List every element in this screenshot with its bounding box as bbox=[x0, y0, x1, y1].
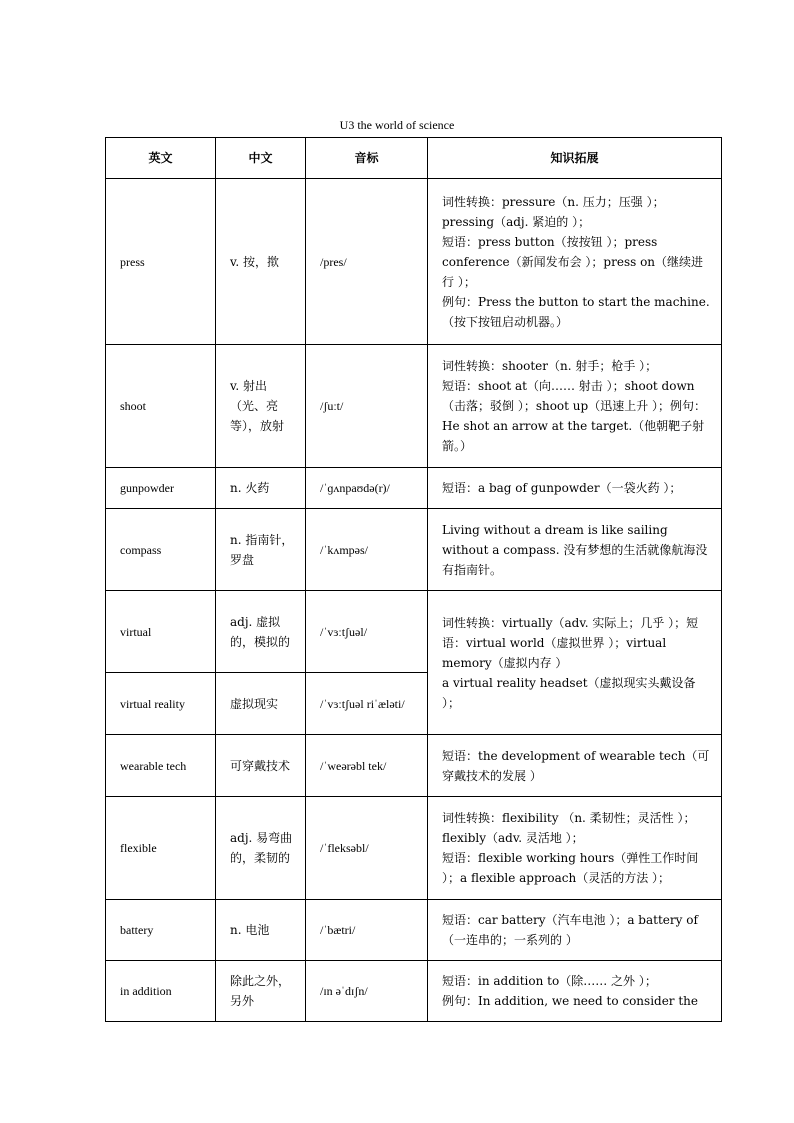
chinese-meaning: adj. 易弯曲的，柔韧的 bbox=[216, 797, 306, 900]
note-line: 短语：a bag of gunpowder（一袋火药 ）； bbox=[442, 481, 682, 495]
note-line: 短语：press button（按按钮 ）；press conference（新闻发布会 ）；press on（继续进行 ）； bbox=[442, 234, 704, 289]
note-line: 例句：Press the button to start the machine.（按下按钮启动机器。） bbox=[442, 294, 710, 329]
knowledge-notes bbox=[428, 900, 722, 961]
english-word: wearable tech bbox=[106, 735, 216, 797]
note-line: 词性转换：shooter（n. 射手；枪手 ）； bbox=[442, 359, 658, 373]
chinese-meaning: v. 按，揿 bbox=[216, 179, 306, 345]
chinese-meaning: v. 射出（光、亮等），放射 bbox=[216, 345, 306, 468]
table-row bbox=[106, 900, 722, 961]
note-line: 词性转换：pressure（n. 压力；压强 ）； bbox=[442, 194, 665, 209]
chinese-meaning: n. 火药 bbox=[216, 468, 306, 509]
chinese-meaning: n. 指南针，罗盘 bbox=[216, 509, 306, 591]
note-line: 短语：flexible working hours（弹性工作时间 ）；a flexible approach（灵活的方法 ）； bbox=[442, 851, 699, 885]
english-word: virtual reality bbox=[106, 673, 216, 735]
chinese-meaning: 除此之外，另外 bbox=[216, 961, 306, 1022]
header-chinese: 中文 bbox=[216, 138, 306, 179]
knowledge-notes bbox=[428, 961, 722, 1022]
knowledge-notes bbox=[428, 345, 722, 468]
note-line: 短语：the development of wearable tech（可穿戴技术的发展 ） bbox=[442, 748, 710, 783]
header-phonetic: 音标 bbox=[306, 138, 428, 179]
phonetic: /ˈkʌmpəs/ bbox=[306, 509, 428, 591]
english-word: compass bbox=[106, 509, 216, 591]
english-word: press bbox=[106, 179, 216, 345]
table-row bbox=[106, 961, 722, 1022]
english-word: virtual bbox=[106, 591, 216, 673]
table-row bbox=[106, 591, 722, 673]
english-word: shoot bbox=[106, 345, 216, 468]
table-header-row bbox=[106, 138, 722, 179]
english-word: gunpowder bbox=[106, 468, 216, 509]
chinese-meaning: adj. 虚拟的，模拟的 bbox=[216, 591, 306, 673]
english-word: battery bbox=[106, 900, 216, 961]
english-word: flexible bbox=[106, 797, 216, 900]
phonetic: /ʃuːt/ bbox=[306, 345, 428, 468]
table-row bbox=[106, 797, 722, 900]
page-title: U3 the world of science bbox=[339, 118, 455, 132]
note-line: 词性转换：flexibility （n. 柔韧性；灵活性 ）；flexibly（adv. 灵活地 ）； bbox=[442, 811, 696, 845]
table-row bbox=[106, 468, 722, 509]
note-line: 例句：In addition, we need to consider the bbox=[442, 994, 699, 1008]
note-line: Living without a dream is like sailing without a compass. 没有梦想的生活就像航海没有指南针。 bbox=[442, 522, 708, 577]
knowledge-notes bbox=[428, 179, 722, 345]
phonetic: /pres/ bbox=[306, 179, 428, 345]
phonetic: /ˈɡʌnpaʊdə(r)/ bbox=[306, 468, 428, 509]
phonetic: /ɪn əˈdɪʃn/ bbox=[306, 961, 428, 1022]
header-english: 英文 bbox=[106, 138, 216, 179]
table-row bbox=[106, 345, 722, 468]
phonetic: /ˈbætri/ bbox=[306, 900, 428, 961]
phonetic: /ˈfleksəbl/ bbox=[306, 797, 428, 900]
knowledge-notes bbox=[428, 735, 722, 797]
english-word: in addition bbox=[106, 961, 216, 1022]
phonetic: /ˈvɜːtʃuəl/ bbox=[306, 591, 428, 673]
knowledge-notes bbox=[428, 468, 722, 509]
knowledge-notes bbox=[428, 797, 722, 900]
note-line: 短语：shoot at（向…… 射击 ）；shoot down（击落；驳倒 ）；shoot up（迅速上升 ）；例句：He shot an arrow at the target.（他朝靶子射箭。） bbox=[442, 379, 707, 453]
table-row bbox=[106, 179, 722, 345]
phonetic: /ˈvɜːtʃuəl riˈæləti/ bbox=[306, 673, 428, 735]
note-line: 词性转换：virtually（adv. 实际上；几乎 ）；短语：virtual world（虚拟世界 ）；virtual memory（虚拟内存 ） bbox=[442, 615, 699, 670]
phonetic: /ˈweərəbl tek/ bbox=[306, 735, 428, 797]
knowledge-notes bbox=[428, 509, 722, 591]
vocabulary-table bbox=[105, 137, 722, 1022]
knowledge-notes bbox=[428, 591, 722, 735]
note-line: a virtual reality headset（虚拟现实头戴设备 ）； bbox=[442, 675, 696, 710]
note-line: pressing（adj. 紧迫的 ）； bbox=[442, 214, 591, 229]
chinese-meaning: 虚拟现实 bbox=[216, 673, 306, 735]
table-row bbox=[106, 735, 722, 797]
header-knowledge: 知识拓展 bbox=[428, 138, 722, 179]
table-row bbox=[106, 509, 722, 591]
chinese-meaning: n. 电池 bbox=[216, 900, 306, 961]
note-line: 短语：car battery（汽车电池 ）；a battery of（一连串的；一系列的 ） bbox=[442, 913, 698, 947]
note-line: 短语：in addition to（除…… 之外 ）； bbox=[442, 974, 657, 988]
chinese-meaning: 可穿戴技术 bbox=[216, 735, 306, 797]
